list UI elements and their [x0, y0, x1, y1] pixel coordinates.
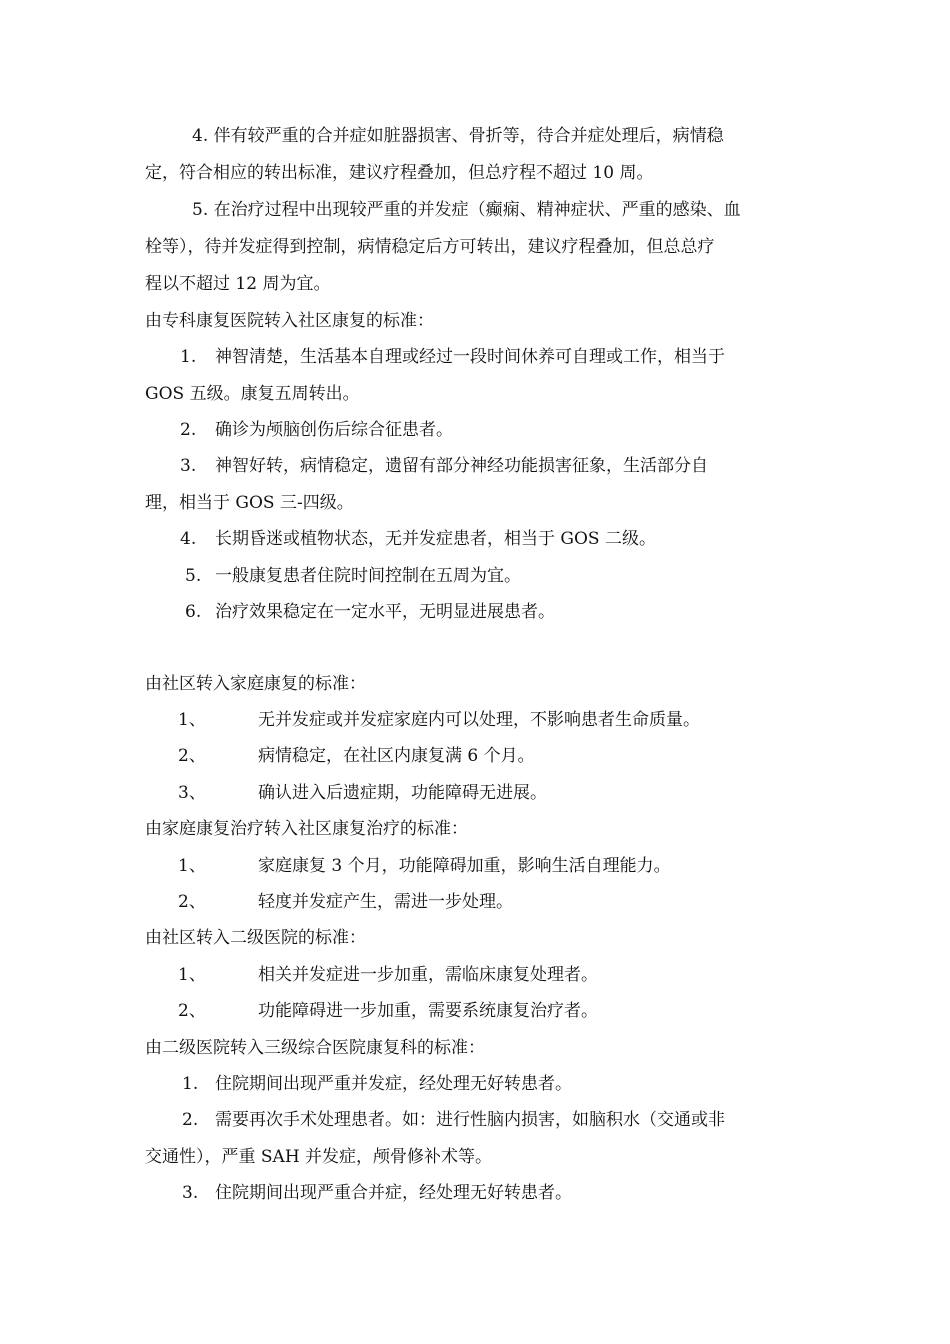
s5-item-2-line1: 需要再次手术处理患者。如：进行性脑内损害，如脑积水（交通或非 [215, 1110, 725, 1130]
s3-item-2-text: 轻度并发症产生，需进一步处理。 [258, 892, 513, 912]
s2-item-2-num: 2、 [178, 746, 206, 766]
s1-item-3-line1: 神智好转，病情稳定，遗留有部分神经功能损害征象，生活部分自 [215, 456, 708, 476]
s1-item-3-num: 3. [180, 456, 197, 476]
s2-item-3-text: 确认进入后遗症期，功能障碍无进展。 [258, 783, 547, 803]
s1-item-6-num: 6. [185, 602, 202, 622]
s1-item-2-line1: 确诊为颅脑创伤后综合征患者。 [215, 420, 453, 440]
top-item-5-line1: 5. 在治疗过程中出现较严重的并发症（癫痫、精神症状、严重的感染、血 [192, 200, 741, 220]
section3-heading: 由家庭康复治疗转入社区康复治疗的标准： [145, 819, 468, 839]
s5-item-2-line2: 交通性），严重 SAH 并发症，颅骨修补术等。 [145, 1147, 493, 1167]
s4-item-2-num: 2、 [178, 1001, 206, 1021]
top-item-5-line3: 程以不超过 12 周为宜。 [145, 274, 331, 294]
s1-item-3-line2: 理，相当于 GOS 三-四级。 [145, 493, 354, 513]
s1-item-1-line2: GOS 五级。康复五周转出。 [145, 384, 360, 404]
section2-heading: 由社区转入家庭康复的标准： [145, 674, 366, 694]
s1-item-4-line1: 长期昏迷或植物状态，无并发症患者，相当于 GOS 二级。 [215, 529, 656, 549]
s3-item-1-num: 1、 [178, 856, 206, 876]
s5-item-2-num: 2. [182, 1110, 199, 1130]
top-item-4-line2: 定，符合相应的转出标准，建议疗程叠加，但总疗程不超过 10 周。 [145, 163, 654, 183]
s1-item-6-line1: 治疗效果稳定在一定水平，无明显进展患者。 [215, 602, 555, 622]
s2-item-2-text: 病情稳定，在社区内康复满 6 个月。 [258, 746, 535, 766]
section1-heading: 由专科康复医院转入社区康复的标准： [145, 311, 434, 331]
s2-item-3-num: 3、 [178, 783, 206, 803]
s4-item-1-text: 相关并发症进一步加重，需临床康复处理者。 [258, 965, 598, 985]
s1-item-1-num: 1. [180, 347, 197, 367]
s1-item-4-num: 4. [180, 529, 197, 549]
top-item-5-line2: 栓等），待并发症得到控制，病情稳定后方可转出，建议疗程叠加，但总总疗 [145, 237, 715, 257]
top-item-4-line1: 4. 伴有较严重的合并症如脏器损害、骨折等，待合并症处理后，病情稳 [192, 126, 724, 146]
s4-item-1-num: 1、 [178, 965, 206, 985]
s5-item-3-line1: 住院期间出现严重合并症，经处理无好转患者。 [215, 1183, 572, 1203]
s1-item-1-line1: 神智清楚，生活基本自理或经过一段时间休养可自理或工作，相当于 [215, 347, 725, 367]
s1-item-5-num: 5. [185, 566, 202, 586]
s1-item-2-num: 2. [180, 420, 197, 440]
s3-item-1-text: 家庭康复 3 个月，功能障碍加重，影响生活自理能力。 [258, 856, 671, 876]
section4-heading: 由社区转入二级医院的标准： [145, 928, 366, 948]
s5-item-1-num: 1. [182, 1074, 199, 1094]
s2-item-1-num: 1、 [178, 710, 206, 730]
s3-item-2-num: 2、 [178, 892, 206, 912]
s2-item-1-text: 无并发症或并发症家庭内可以处理，不影响患者生命质量。 [258, 710, 700, 730]
s4-item-2-text: 功能障碍进一步加重，需要系统康复治疗者。 [258, 1001, 598, 1021]
s5-item-1-line1: 住院期间出现严重并发症，经处理无好转患者。 [215, 1074, 572, 1094]
section5-heading: 由二级医院转入三级综合医院康复科的标准： [145, 1038, 485, 1058]
s5-item-3-num: 3. [182, 1183, 199, 1203]
s1-item-5-line1: 一般康复患者住院时间控制在五周为宜。 [215, 566, 521, 586]
